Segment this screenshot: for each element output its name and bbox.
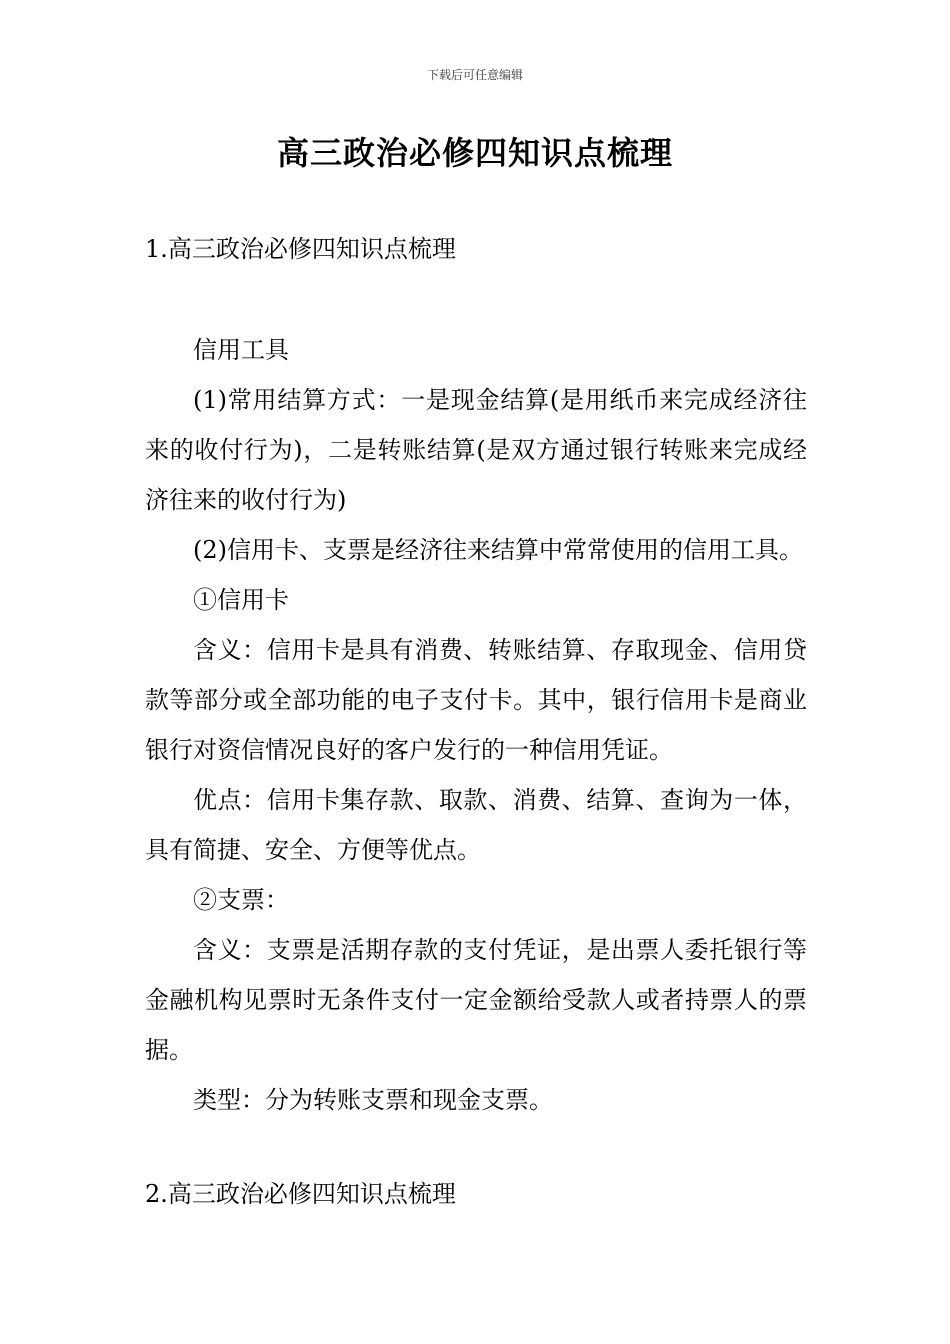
header-note: 下载后可任意编辑 <box>426 68 523 82</box>
section-heading-1: 1.高三政治必修四知识点梳理 <box>145 235 456 263</box>
paragraph-check-types: 类型：分为转账支票和现金支票。 <box>193 1086 553 1114</box>
paragraph-credit-card-advantages: 优点：信用卡集存款、取款、消费、结算、查询为一体，具有简捷、安全、方便等优点。 <box>145 786 807 864</box>
section-body <box>145 325 807 1125</box>
paragraph-credit-instruments: (2)信用卡、支票是经济往来结算中常常使用的信用工具。 <box>193 536 803 564</box>
document-title: 高三政治必修四知识点梳理 <box>276 134 673 172</box>
paragraph-credit-tools: 信用工具 <box>193 336 289 364</box>
paragraph-check-definition: 含义：支票是活期存款的支付凭证，是出票人委托银行等金融机构见票时无条件支付一定金额给受款人或者持票人的票据。 <box>145 936 807 1064</box>
section-heading-2: 2.高三政治必修四知识点梳理 <box>145 1180 456 1208</box>
paragraph-credit-card-heading: ①信用卡 <box>193 586 289 614</box>
paragraph-settlement-methods: (1)常用结算方式：一是现金结算(是用纸币来完成经济往来的收付行为)，二是转账结算(是双方通过银行转账来完成经济往来的收付行为) <box>145 386 807 514</box>
paragraph-credit-card-definition: 含义：信用卡是具有消费、转账结算、存取现金、信用贷款等部分或全部功能的电子支付卡。其中，银行信用卡是商业银行对资信情况良好的客户发行的一种信用凭证。 <box>145 636 807 764</box>
paragraph-check-heading: ②支票： <box>193 886 289 914</box>
